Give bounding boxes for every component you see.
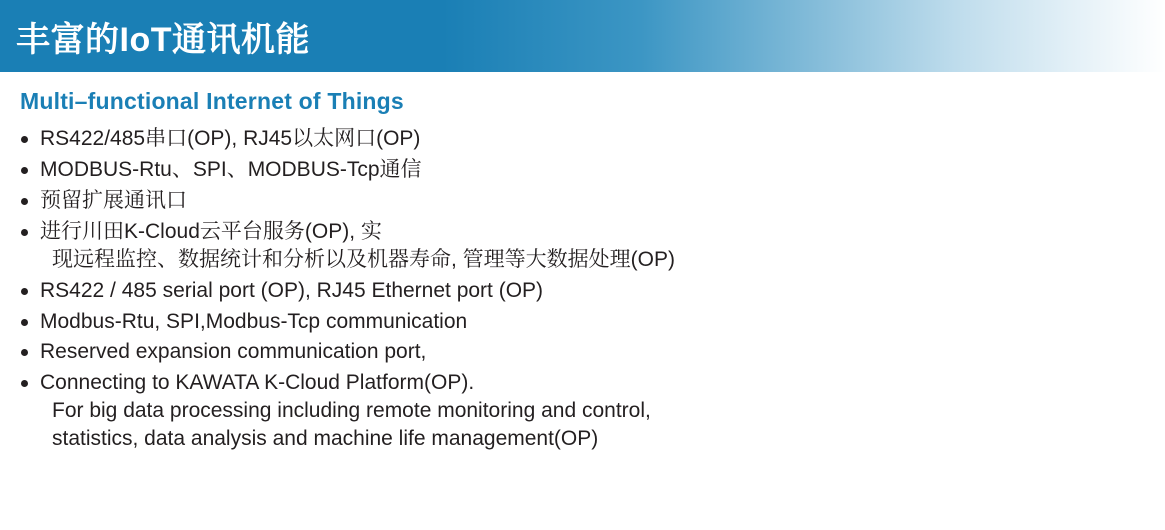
- chinese-feature-list: [14, 125, 1165, 274]
- content-area: [0, 72, 1165, 453]
- bullet-dot-icon: [21, 349, 28, 356]
- list-item: [14, 369, 1165, 453]
- list-item: [14, 156, 1165, 184]
- list-item-label: RS422 / 485 serial port (OP), RJ45 Ethernet port (OP): [40, 278, 544, 302]
- header-banner: [0, 0, 1165, 72]
- bullet-dot-icon: [21, 229, 28, 236]
- list-item-label: Reserved expansion communication port,: [40, 340, 427, 364]
- list-item-label-line2: For big data processing including remote monitoring and control,: [52, 399, 651, 423]
- list-item-label: RS422/485串口(OP), RJ45以太网口(OP): [40, 127, 421, 150]
- bullet-dot-icon: [21, 167, 28, 174]
- list-item-label: 预留扩展通讯口: [40, 188, 187, 212]
- list-item-label-line3: statistics, data analysis and machine life management(OP): [52, 427, 599, 451]
- page-title: 丰富的IoT通讯机能: [16, 20, 310, 59]
- list-item-label: MODBUS-Rtu、SPI、MODBUS-Tcp通信: [40, 157, 422, 181]
- list-item-label: Modbus-Rtu, SPI,Modbus-Tcp communication: [40, 309, 468, 333]
- bullet-dot-icon: [21, 288, 28, 295]
- list-item-label: Connecting to KAWATA K-Cloud Platform(OP).: [40, 371, 475, 395]
- bullet-dot-icon: [21, 380, 28, 387]
- list-item: [14, 277, 1165, 305]
- list-item: [14, 187, 1165, 215]
- list-item: [14, 338, 1165, 366]
- subtitle: Multi–functional Internet of Things: [20, 88, 404, 114]
- list-item: [14, 308, 1165, 336]
- list-item-label-line2: 现远程监控、数据统计和分析以及机器寿命, 管理等大数据处理(OP): [52, 247, 675, 271]
- bullet-dot-icon: [21, 198, 28, 205]
- english-feature-list: [14, 277, 1165, 454]
- bullet-dot-icon: [21, 136, 28, 143]
- list-item-label: 进行川田K-Cloud云平台服务(OP), 实: [40, 219, 382, 243]
- list-item: [14, 125, 1165, 153]
- bullet-dot-icon: [21, 319, 28, 326]
- list-item: [14, 218, 1165, 274]
